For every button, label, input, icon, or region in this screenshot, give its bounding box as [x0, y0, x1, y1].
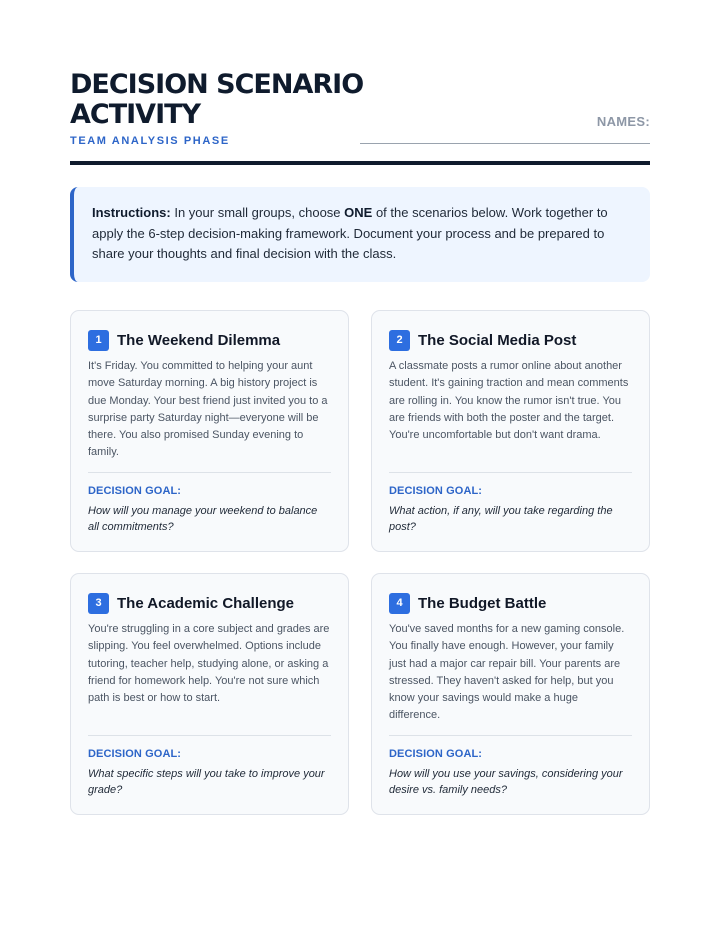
header	[70, 70, 650, 160]
scenario-card-header	[88, 329, 331, 351]
scenario-divider	[88, 472, 331, 473]
scenario-card-header	[389, 592, 632, 614]
scenario-card-3	[70, 573, 349, 815]
scenario-number-badge: 2	[389, 330, 410, 351]
instructions-label: Instructions:	[92, 205, 171, 220]
scenario-description: A classmate posts a rumor online about another student. It's gaining traction and mean comments are rolling in. You know the rumor isn't true. You are friends with both the poster and the target. You're uncomfortable but don't want drama.	[389, 360, 629, 442]
scenario-card-header	[389, 329, 632, 351]
decision-goal-text: What specific steps will you take to improve your grade?	[88, 768, 325, 796]
scenario-divider	[88, 735, 331, 736]
scenario-title: The Social Media Post	[418, 331, 577, 349]
decision-goal-text: What action, if any, will you take regarding the post?	[389, 505, 613, 533]
scenario-number-badge: 3	[88, 593, 109, 614]
scenario-divider	[389, 472, 632, 473]
decision-goal-label: DECISION GOAL:	[88, 485, 182, 497]
scenario-title: The Budget Battle	[418, 594, 547, 612]
decision-goal-text: How will you manage your weekend to balance all commitments?	[88, 505, 318, 533]
scenario-description: You've saved months for a new gaming console. You finally have enough. However, your family just had a major car repair bill. Your parents are stressed. They haven't asked for help, but you know your savings would make a huge difference.	[389, 623, 625, 722]
scenario-card-header	[88, 592, 331, 614]
scenario-title: The Weekend Dilemma	[117, 331, 281, 349]
names-write-line	[360, 143, 650, 144]
scenario-card-2	[371, 310, 650, 552]
scenario-divider	[389, 735, 632, 736]
decision-goal-label: DECISION GOAL:	[88, 748, 182, 760]
scenario-number-badge: 1	[88, 330, 109, 351]
scenario-number-badge: 4	[389, 593, 410, 614]
instructions-text-after: of the scenarios below. Work together to apply the 6-step decision-making framework. Document your process and be prepared to share your thoughts and final decision with the class.	[92, 205, 608, 261]
header-divider	[70, 161, 650, 165]
decision-goal-label: DECISION GOAL:	[389, 748, 483, 760]
decision-goal-text: How will you use your savings, considering your desire vs. family needs?	[389, 768, 623, 796]
instructions-emphasis: ONE	[344, 205, 373, 220]
instructions-text-before: In your small groups, choose	[170, 205, 345, 220]
page-subtitle: TEAM ANALYSIS PHASE	[70, 135, 230, 147]
names-label: NAMES:	[596, 114, 650, 129]
scenario-title: The Academic Challenge	[117, 594, 294, 612]
decision-goal-label: DECISION GOAL:	[389, 485, 483, 497]
scenario-card-4	[371, 573, 650, 815]
page-title: DECISION SCENARIO ACTIVITY	[70, 69, 364, 130]
scenario-description: It's Friday. You committed to helping your aunt move Saturday morning. A big history project is due Monday. Your best friend just invited you to a surprise party Saturday night—everyone will be there. You also promised Sunday evening to family.	[88, 360, 328, 459]
scenario-description: You're struggling in a core subject and grades are slipping. You feel overwhelmed. Options include tutoring, teacher help, studying alone, or asking a friend for homework help. You're not sure which path is best or how to start.	[88, 623, 330, 705]
scenario-card-1	[70, 310, 349, 552]
instructions-box	[70, 187, 650, 282]
